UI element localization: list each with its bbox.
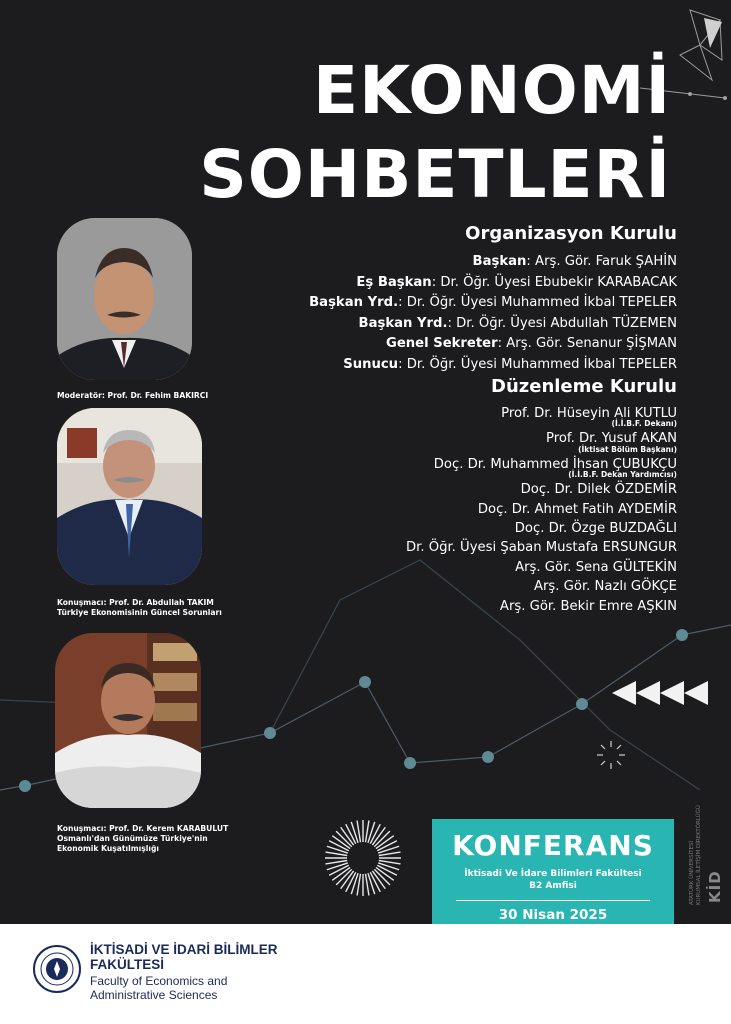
org-member [309, 314, 677, 335]
directorate-line1: ATATÜRK ÜNİVERSİTESİ [689, 840, 695, 905]
triangle-filled-icon [704, 18, 722, 48]
organizasyon-list [309, 252, 677, 376]
speaker1-photo [57, 408, 202, 585]
duzenleme-heading: Düzenleme Kurulu [491, 376, 677, 397]
faculty-name-tr [90, 942, 278, 972]
duz-member: Dr. Öğr. Üyesi Şaban Mustafa ERSUNGUR [405, 540, 677, 556]
burst-large-icon [325, 820, 401, 896]
university-seal-icon [33, 945, 81, 993]
title-line-1: EKONOMİ [313, 52, 671, 129]
org-member [309, 355, 677, 376]
org-role: Sunucu [343, 356, 399, 372]
speaker2-photo [55, 633, 201, 808]
speaker2-caption [57, 824, 228, 854]
conference-date: 30 Nisan 2025 [498, 907, 608, 923]
duz-member: Doç. Dr. Özge BUZDAĞLI [514, 521, 677, 537]
duz-member: Doç. Dr. Dilek ÖZDEMİR [520, 482, 677, 498]
directorate-line2: KURUMSAL İLETİŞİM DİREKTÖRLÜĞÜ [696, 805, 702, 905]
moderator-caption: Moderatör: Prof. Dr. Fehim BAKIRCI [57, 391, 209, 400]
speaker1-caption [57, 598, 222, 618]
conference-place-line2: B2 Amfisi [529, 881, 577, 891]
faculty-name-en-line1: Faculty of Economics and [90, 974, 228, 988]
duz-member: Doç. Dr. Muhammed İhsan ÇUBUKÇU [433, 456, 677, 472]
faculty-name-tr-line2: FAKÜLTESİ [90, 957, 164, 972]
duz-member: Arş. Gör. Bekir Emre AŞKIN [499, 598, 677, 614]
org-member [309, 252, 677, 273]
org-name: : Arş. Gör. Faruk ŞAHİN [526, 254, 677, 269]
conference-place-line1: İktisadi Ve İdare Bilimleri Fakültesi [464, 869, 642, 879]
org-role: Genel Sekreter [386, 336, 498, 352]
faculty-name-en [90, 974, 227, 1002]
faculty-name-tr-line1: İKTİSADİ VE İDARİ BİLİMLER [90, 942, 278, 957]
duz-member: Arş. Gör. Sena GÜLTEKİN [515, 559, 677, 575]
directorate-vertical [689, 805, 703, 905]
conference-place [432, 868, 674, 892]
faculty-name-en-line2: Administrative Sciences [90, 988, 218, 1002]
org-name: : Arş. Gör. Senanur ŞİŞMAN [497, 336, 677, 352]
org-name: : Dr. Öğr. Üyesi Muhammed İkbal TEPELER [398, 295, 677, 311]
arrows-left-icon [612, 681, 708, 705]
duz-member-sub: (İktisat Bölüm Başkanı) [578, 444, 677, 454]
org-name: : Dr. Öğr. Üyesi Muhammed İkbal TEPELER [398, 356, 677, 372]
org-role: Başkan Yrd. [309, 295, 399, 311]
conference-label: KONFERANS [452, 829, 654, 862]
speaker1-topic: Türkiye Ekonomisinin Güncel Sorunları [57, 608, 222, 617]
burst-small-icon [597, 741, 625, 769]
org-role: Eş Başkan [356, 274, 432, 290]
duz-member: Arş. Gör. Nazlı GÖKÇE [533, 579, 677, 595]
org-name: : Dr. Öğr. Üyesi Ebubekir KARABACAK [431, 274, 677, 290]
duz-member: Prof. Dr. Hüseyin Ali KUTLU [501, 406, 677, 421]
conference-divider [456, 900, 650, 901]
organizasyon-heading: Organizasyon Kurulu [465, 223, 677, 244]
org-name: : Dr. Öğr. Üyesi Abdullah TÜZEMEN [447, 315, 677, 331]
speaker2-topic-line1: Osmanlı'dan Günümüze Türkiye'nin [57, 834, 208, 843]
duz-member: Prof. Dr. Yusuf AKAN [545, 431, 677, 447]
org-role: Başkan Yrd. [358, 315, 448, 331]
org-member [309, 273, 677, 294]
speaker2-topic-line2: Ekonomik Kuşatılmışlığı [57, 844, 159, 853]
duz-member-sub: (İ.İ.B.F. Dekanı) [611, 419, 677, 429]
org-member [309, 293, 677, 314]
org-role: Başkan [472, 254, 527, 269]
speaker1-name: Konuşmacı: Prof. Dr. Abdullah TAKIM [57, 598, 214, 607]
org-member [309, 334, 677, 355]
duzenleme-list [406, 404, 677, 616]
moderator-photo [57, 218, 192, 380]
speaker2-name: Konuşmacı: Prof. Dr. Kerem KARABULUT [57, 824, 229, 833]
kid-logo: KİD [706, 870, 724, 903]
title-line-2: SOHBETLERİ [199, 136, 671, 213]
duz-member-sub: (İ.İ.B.F. Dekan Yardımcısı) [568, 470, 677, 480]
duz-member: Doç. Dr. Ahmet Fatih AYDEMİR [477, 501, 677, 517]
